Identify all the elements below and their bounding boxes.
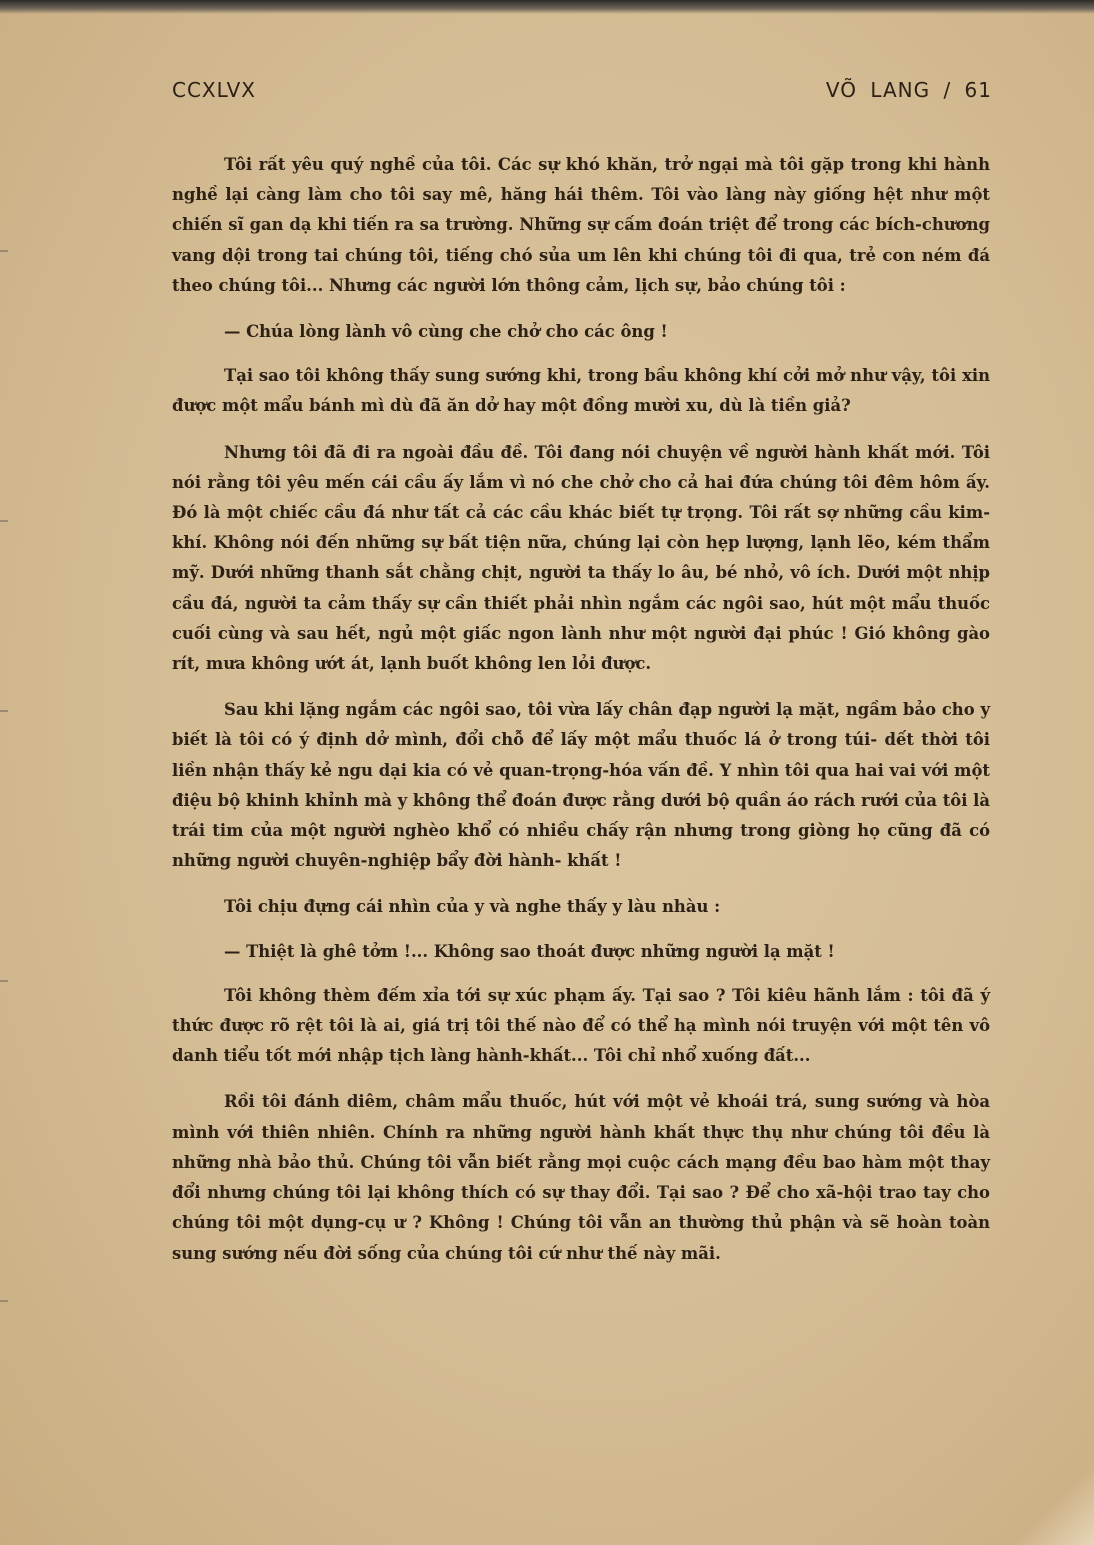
paragraph: Rồi tôi đánh diêm, châm mẩu thuốc, hút với một vẻ khoái trá, sung sướng và hòa mình với thiên nhiên. Chính ra những người hành khất thực thụ như chúng tôi đều là những nhà bảo thủ. Chúng tôi vẫn biết rằng mọi cuộc cách mạng đều bao hàm một thay đổi nhưng chúng tôi lại không thích có sự thay đổi. Tại sao ? Để cho xã-hội trao tay cho chúng tôi một dụng-cụ ư ? Không ! Chúng tôi vẫn an thường thủ phận và sẽ hoàn toàn sung sướng nếu đời sống của chúng tôi cứ như thế này mãi. <box>172 1092 990 1263</box>
binding-mark <box>0 1300 8 1302</box>
header-right-text: VÕ LANG / 61 <box>825 78 992 102</box>
paragraph: Nhưng tôi đã đi ra ngoài đầu đề. Tôi đang nói chuyện về người hành khất mới. Tôi nói rằng tôi yêu mến cái cầu ấy lắm vì nó che chở cho cả hai đứa chúng tôi đêm hôm ấy. Đó là một chiếc cầu đá như tất cả các cầu khác biết tự trọng. Tôi rất sợ những cầu kim-khí. Không nói đến những sự bất tiện nữa, chúng lại còn hẹp lượng, lạnh lẽo, kém thẩm mỹ. Dưới những thanh sắt chằng chịt, người ta thấy lo âu, bé nhỏ, vô ích. Dưới một nhịp cầu đá, người ta cảm thấy sự cần thiết phải nhìn ngắm các ngôi sao, hút một mẩu thuốc cuối cùng và sau hết, ngủ một giấc ngon lành như một người đại phúc ! Gió không gào rít, mưa không ướt át, lạnh buốt không len lỏi được. <box>172 442 990 674</box>
paragraph: Tại sao tôi không thấy sung sướng khi, trong bầu không khí cởi mở như vậy, tôi xin được một mẩu bánh mì dù đã ăn dở hay một đồng mười xu, dù là tiền giả? <box>172 366 990 416</box>
running-header <box>172 78 992 108</box>
page-top-edge <box>0 0 1094 14</box>
paragraph: Sau khi lặng ngắm các ngôi sao, tôi vừa lấy chân đạp người lạ mặt, ngầm bảo cho y biết là tôi có ý định dở mình, đổi chỗ để lấy một mẩu thuốc lá ở trong túi- dết thời tôi liền nhận thấy kẻ ngu dại kia có vẻ quan-trọng-hóa vấn đề. Y nhìn tôi qua hai vai với một điệu bộ khinh khỉnh mà y không thể đoán được rằng dưới bộ quần áo rách rưới của tôi là trái tim của một người nghèo khổ có nhiều chấy rận nhưng trong giòng họ cũng đã có những người chuyên-nghiệp bẩy đời hành- khất ! <box>172 700 990 871</box>
paragraph: Tôi chịu đựng cái nhìn của y và nghe thấy y làu nhàu : <box>224 897 721 917</box>
dialogue-line: — Thiệt là ghê tởm !... Không sao thoát được những người lạ mặt ! <box>224 941 835 961</box>
body-text <box>172 150 990 1285</box>
binding-mark <box>0 250 8 252</box>
page-corner-tear <box>974 1345 1094 1545</box>
paragraph: Tôi không thèm đếm xỉa tới sự xúc phạm ấy. Tại sao ? Tôi kiêu hãnh lắm : tôi đã ý thức được rõ rệt tôi là ai, giá trị tôi thế nào để có thể hạ mình nói truyện với một tên vô danh tiểu tốt mới nhập tịch làng hành-khất... Tôi chỉ nhổ xuống đất... <box>172 985 990 1066</box>
binding-mark <box>0 980 8 982</box>
dialogue-line: — Chúa lòng lành vô cùng che chở cho các ông ! <box>224 322 668 342</box>
binding-mark <box>0 520 8 522</box>
paragraph: Tôi rất yêu quý nghề của tôi. Các sự khó khăn, trở ngại mà tôi gặp trong khi hành nghề lại càng làm cho tôi say mê, hăng hái thêm. Tôi vào làng này giống hệt như một chiến sĩ gan dạ khi tiến ra sa trường. Những sự cấm đoán triệt để trong các bích-chương vang dội trong tai chúng tôi, tiếng chó sủa um lên khi chúng tôi đi qua, trẻ con ném đá theo chúng tôi... Nhưng các người lớn thông cảm, lịch sự, bảo chúng tôi : <box>172 155 990 295</box>
header-left-text: CCXLVX <box>172 78 256 102</box>
binding-mark <box>0 710 8 712</box>
